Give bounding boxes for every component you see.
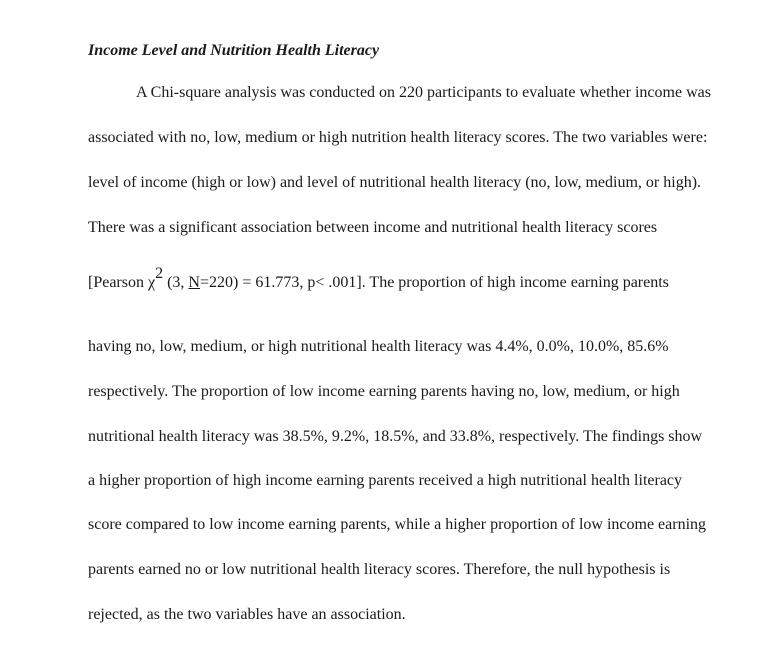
stat-prefix: [Pearson χ xyxy=(88,274,156,291)
paragraph-line: parents earned no or low nutritional health literacy scores. Therefore, the null hypothesis is xyxy=(88,561,671,578)
statistics-line xyxy=(88,265,669,292)
paragraph-line: score compared to low income earning parents, while a higher proportion of low income earning xyxy=(88,516,707,533)
paragraph-line: a higher proportion of high income earning parents received a high nutritional health literacy xyxy=(88,472,683,489)
paragraph-line: A Chi-square analysis was conducted on 220 participants to evaluate whether income was xyxy=(136,84,711,101)
paragraph-line: There was a significant association between income and nutritional health literacy scores xyxy=(88,219,658,236)
paragraph-line: associated with no, low, medium or high nutrition health literacy scores. The two variables were: xyxy=(88,129,708,146)
stat-degrees: (3, xyxy=(163,274,189,291)
paragraph-line: nutritional health literacy was 38.5%, 9.2%, 18.5%, and 33.8%, respectively. The findings show xyxy=(88,428,703,445)
paragraph-line: having no, low, medium, or high nutritional health literacy was 4.4%, 0.0%, 10.0%, 85.6% xyxy=(88,338,669,355)
paragraph-line: respectively. The proportion of low income earning parents having no, low, medium, or high xyxy=(88,383,680,400)
stat-result: =220) = 61.773, p< .001]. The proportion of high income earning parents xyxy=(199,274,669,291)
paragraph-line: level of income (high or low) and level of nutritional health literacy (no, low, medium, or high). xyxy=(88,174,702,191)
chi-square-exponent: 2 xyxy=(155,265,164,282)
sample-size-symbol: N xyxy=(188,274,200,291)
section-heading: Income Level and Nutrition Health Literacy xyxy=(88,42,380,59)
paragraph-line: rejected, as the two variables have an association. xyxy=(88,606,406,623)
